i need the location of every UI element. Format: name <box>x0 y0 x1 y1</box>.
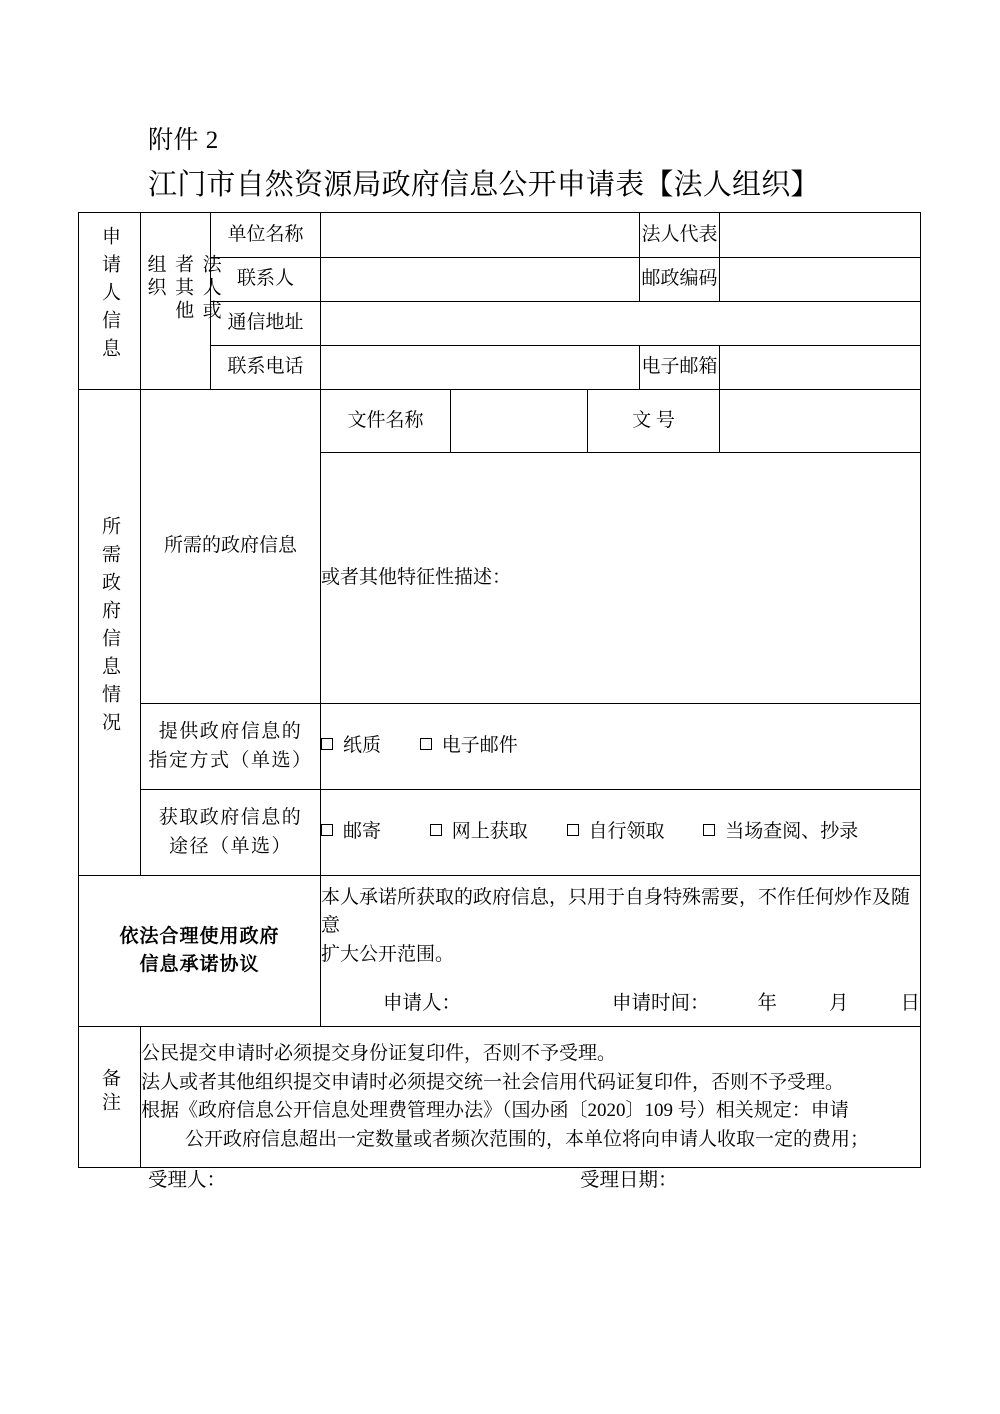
document-heading <box>148 124 928 205</box>
option-online[interactable]: 网上获取 <box>430 818 528 847</box>
checkbox-icon[interactable] <box>567 824 579 836</box>
document-number-label: 文 号 <box>588 390 720 453</box>
other-description-field[interactable] <box>321 453 921 704</box>
option-onsite-read-copy[interactable]: 当场查阅、抄录 <box>703 818 858 847</box>
checkbox-icon[interactable] <box>703 824 715 836</box>
notes-line: 法人或者其他组织提交申请时必须提交统一社会信用代码证复印件，否则不予受理。 <box>141 1071 845 1093</box>
needed-info-label-text: 所需政府信息情况 <box>99 515 120 740</box>
table-row <box>79 1027 921 1168</box>
checkbox-icon[interactable] <box>420 738 432 750</box>
table-row <box>79 704 921 790</box>
option-email[interactable]: 电子邮件 <box>420 732 518 761</box>
notes-line: 公民提交申请时必须提交身份证复印件，否则不予受理。 <box>141 1043 617 1064</box>
needed-government-info-label: 所需的政府信息 <box>141 390 321 704</box>
unit-name-label: 单位名称 <box>211 213 321 258</box>
option-paper[interactable]: 纸质 <box>321 732 381 761</box>
checkbox-icon[interactable] <box>430 824 442 836</box>
legal-entity-vertical-label <box>141 213 221 390</box>
notes-vertical-label <box>79 1027 141 1168</box>
email-field[interactable] <box>720 346 921 390</box>
applicant-signature-label[interactable]: 申请人： <box>383 993 462 1015</box>
option-self-pickup[interactable]: 自行领取 <box>567 818 665 847</box>
promise-text-line-2: 扩大公开范围。 <box>321 943 455 965</box>
year-label[interactable]: 年 <box>757 993 777 1015</box>
notes-label-text: 备注 <box>99 1068 120 1117</box>
handler-label[interactable]: 受理人： <box>148 1170 227 1191</box>
table-row <box>79 213 921 258</box>
applicant-info-label-text: 申请人信息 <box>99 226 120 367</box>
postcode-field[interactable] <box>720 258 921 302</box>
file-name-field[interactable] <box>451 390 588 453</box>
notes-line: 公开政府信息超出一定数量或者频次范围的，本单位将向申请人收取一定的费用； <box>185 1128 870 1150</box>
address-field[interactable] <box>321 302 921 346</box>
government-info-request-form <box>78 212 921 1168</box>
table-row <box>79 790 921 876</box>
legal-entity-label-text: 法人或者其他组织 <box>144 254 221 324</box>
other-description-label: 或者其他特征性描述： <box>321 566 512 588</box>
checkbox-icon[interactable] <box>321 824 333 836</box>
address-label: 通信地址 <box>211 302 321 346</box>
notes-body <box>141 1027 921 1168</box>
option-mail[interactable]: 邮寄 <box>321 818 381 847</box>
legal-representative-label: 法人代表 <box>640 213 720 258</box>
unit-name-field[interactable] <box>321 213 640 258</box>
notes-line: 根据《政府信息公开信息处理费管理办法》（国办函〔2020〕109 号）相关规定：申请 <box>141 1100 849 1121</box>
promise-signature-row <box>321 989 920 1018</box>
obtain-method-options <box>321 790 921 876</box>
attachment-number: 附件 2 <box>148 127 219 154</box>
promise-agreement-body <box>321 876 921 1027</box>
checkbox-icon[interactable] <box>321 738 333 750</box>
month-label[interactable]: 月 <box>828 993 849 1015</box>
day-label[interactable]: 日 <box>900 993 921 1015</box>
form-footer <box>78 1164 920 1192</box>
document-number-field[interactable] <box>720 390 921 453</box>
file-name-label: 文件名称 <box>321 390 451 453</box>
needed-info-vertical-label <box>79 390 141 876</box>
legal-representative-field[interactable] <box>720 213 921 258</box>
table-row <box>79 390 921 453</box>
table-row <box>79 876 921 1027</box>
email-label: 电子邮箱 <box>640 346 720 390</box>
phone-field[interactable] <box>321 346 640 390</box>
provide-method-options <box>321 704 921 790</box>
postcode-label: 邮政编码 <box>640 258 720 302</box>
apply-time-label: 申请时间： <box>611 993 710 1015</box>
provide-method-label: 提供政府信息的 指定方式（单选） <box>141 704 321 790</box>
page-title: 江门市自然资源局政府信息公开申请表【法人组织】 <box>148 169 820 201</box>
promise-text-line-1: 本人承诺所获取的政府信息，只用于自身特殊需要，不作任何炒作及随意 <box>321 886 911 937</box>
promise-agreement-label: 依法合理使用政府 信息承诺协议 <box>79 876 321 1027</box>
contact-person-label: 联系人 <box>211 258 321 302</box>
contact-person-field[interactable] <box>321 258 640 302</box>
acceptance-date-label[interactable]: 受理日期： <box>580 1170 678 1191</box>
applicant-info-vertical-label <box>79 213 141 390</box>
obtain-method-label: 获取政府信息的 途径（单选） <box>141 790 321 876</box>
phone-label: 联系电话 <box>211 346 321 390</box>
